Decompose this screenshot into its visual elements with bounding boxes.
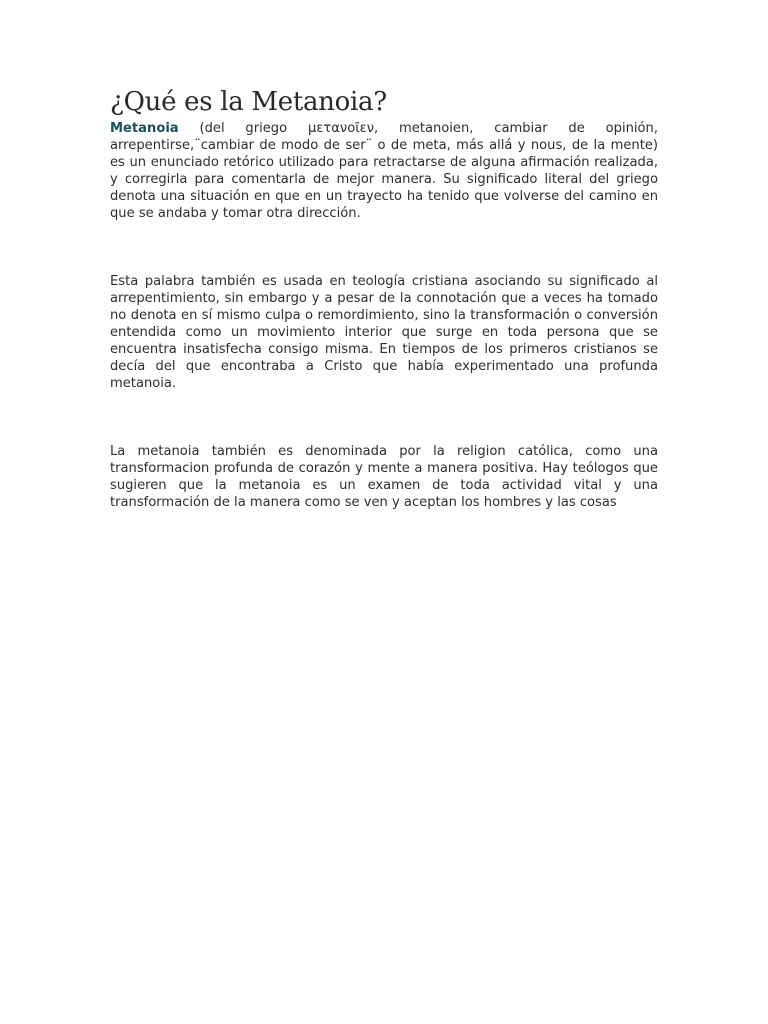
document-page [110,86,658,511]
paragraph-definition-text: (del griego μετανοῖεν, metanoien, cambiar de opinión, arrepentirse,¨cambiar de modo de ser¨ o de meta, más allá y nous, de la mente) es un enunciado retórico utilizado para retractarse de alguna afirmación realizada, y corregirla para comentarla de mejor manera. Su significado literal del griego denota una situación en que en un trayecto ha tenido que volverse del camino en que se andaba y tomar otra dirección. [110,121,658,221]
page-title: ¿Qué es la Metanoia? [110,87,387,117]
paragraph-theology: Esta palabra también es usada en teología cristiana asociando su significado al arrepentimiento, sin embargo y a pesar de la connotación que a veces ha tomado no denota en sí mismo culpa o remordimiento, sino la transformación o conversión entendida como un movimiento interior que surge en toda persona que se encuentra insatisfecha consigo misma. En tiempos de los primeros cristianos se decía del que encontraba a Cristo que había experimentado una profunda metanoia. [110,274,658,391]
term-metanoia: Metanoia [110,121,179,136]
paragraph-definition [110,120,658,222]
paragraph-catholic: La metanoia también es denominada por la religion católica, como una transformacion profunda de corazón y mente a manera positiva. Hay teólogos que sugieren que la metanoia es un examen de toda actividad vital y una transformación de la manera como se ven y aceptan los hombres y las cosas [110,444,658,510]
